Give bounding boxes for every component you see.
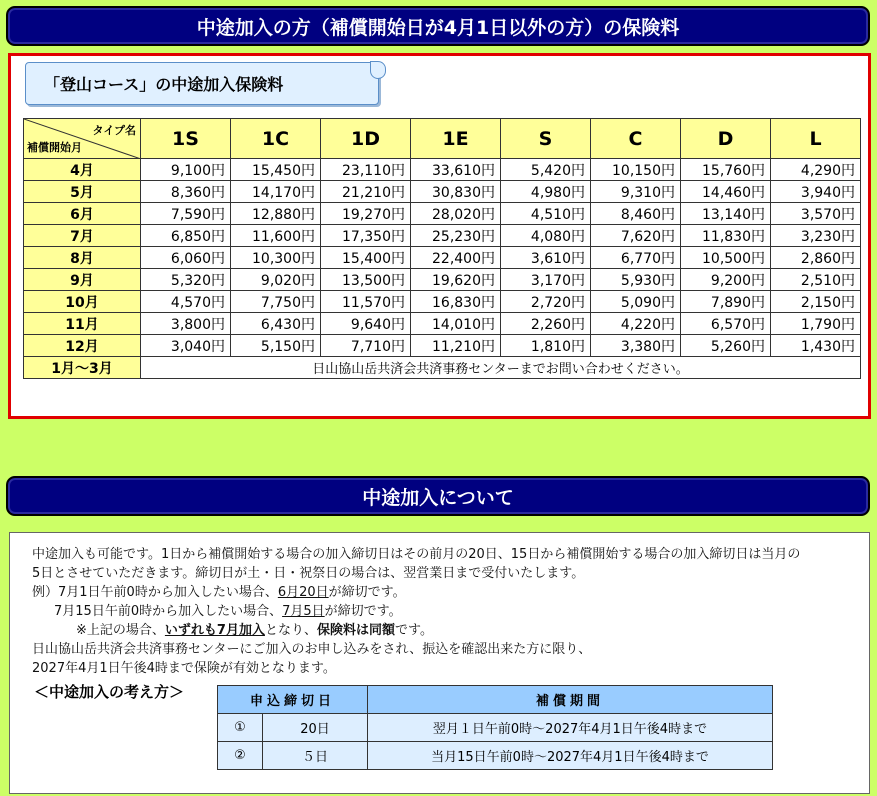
premium-cell: 9,200円 [681, 269, 771, 291]
premium-cell: 6,570円 [681, 313, 771, 335]
deadline-date: 6月20日 [277, 585, 329, 600]
premium-cell: 16,830円 [411, 291, 501, 313]
premium-cell: 19,270円 [321, 203, 411, 225]
page-title: 中途加入の方（補償開始日が4月1日以外の方）の保険料 [196, 16, 680, 39]
column-header: L [771, 119, 861, 159]
period-header: 補償期間 [368, 686, 773, 714]
premium-cell: 5,420円 [501, 159, 591, 181]
column-header: 1D [321, 119, 411, 159]
premium-cell: 3,040円 [141, 335, 231, 357]
premium-cell: 17,350円 [321, 225, 411, 247]
premium-cell: 15,400円 [321, 247, 411, 269]
example-line-1: 例）7月1日午前0時から加入したい場合、6月20日が締切です。 [32, 585, 406, 600]
table-row [24, 335, 861, 357]
example-line-2: 7月15日午前0時から加入したい場合、7月5日が締切です。 [54, 604, 402, 619]
premium-cell: 11,600円 [231, 225, 321, 247]
premium-cell: 4,510円 [501, 203, 591, 225]
info-panel [9, 532, 870, 794]
premium-cell: 30,830円 [411, 181, 501, 203]
premium-cell: 3,170円 [501, 269, 591, 291]
premium-cell: 15,450円 [231, 159, 321, 181]
month-cell: 12月 [24, 335, 141, 357]
table-row [24, 159, 861, 181]
premium-cell: 7,620円 [591, 225, 681, 247]
deadline-table [217, 685, 773, 770]
scroll-curl-decoration [370, 61, 386, 79]
premium-cell: 5,150円 [231, 335, 321, 357]
premium-cell: 8,460円 [591, 203, 681, 225]
premium-cell: 14,170円 [231, 181, 321, 203]
premium-table [23, 118, 861, 379]
premium-cell: 28,020円 [411, 203, 501, 225]
period-cell: 翌月１日午前0時～2027年4月1日午後4時まで [368, 714, 773, 742]
premium-cell: 3,230円 [771, 225, 861, 247]
premium-cell: 33,610円 [411, 159, 501, 181]
table-row [24, 181, 861, 203]
premium-cell: 5,930円 [591, 269, 681, 291]
month-cell: 5月 [24, 181, 141, 203]
premium-cell: 7,890円 [681, 291, 771, 313]
premium-cell: 9,310円 [591, 181, 681, 203]
premium-cell: 6,430円 [231, 313, 321, 335]
premium-cell: 1,430円 [771, 335, 861, 357]
table-row [24, 203, 861, 225]
row-number: ② [218, 742, 263, 770]
premium-cell: 7,710円 [321, 335, 411, 357]
table-row [218, 714, 773, 742]
info-text-line: 5日とさせていただきます。締切日が土・日・祝祭日の場合は、翌営業日まで受付いたします。 [32, 566, 585, 581]
premium-cell: 14,010円 [411, 313, 501, 335]
month-cell: 4月 [24, 159, 141, 181]
premium-cell: 19,620円 [411, 269, 501, 291]
month-cell: 9月 [24, 269, 141, 291]
premium-cell: 13,140円 [681, 203, 771, 225]
inquiry-note-cell: 日山協山岳共済会共済事務センターまでお問い合わせください。 [141, 357, 861, 379]
premium-cell: 4,980円 [501, 181, 591, 203]
premium-cell: 15,760円 [681, 159, 771, 181]
info-text-line: 中途加入も可能です。1日から補償開始する場合の加入締切日はその前月の20日、15日から補償開始する場合の加入締切日は当月の [32, 547, 801, 562]
table-corner-header [24, 119, 141, 159]
premium-cell: 10,500円 [681, 247, 771, 269]
premium-cell: 7,750円 [231, 291, 321, 313]
start-month-label: 補償開始月 [27, 141, 82, 154]
course-title-scroll [25, 62, 379, 105]
premium-cell: 2,150円 [771, 291, 861, 313]
table-row [24, 225, 861, 247]
section-title: 中途加入について [362, 486, 514, 509]
column-header: 1C [231, 119, 321, 159]
premium-cell: 4,220円 [591, 313, 681, 335]
premium-cell: 21,210円 [321, 181, 411, 203]
premium-cell: 9,020円 [231, 269, 321, 291]
premium-cell: 6,850円 [141, 225, 231, 247]
premium-cell: 9,640円 [321, 313, 411, 335]
note-emphasis: 保険料は同額 [316, 623, 395, 638]
info-text-line: 2027年4月1日午後4時まで保険が有効となります。 [32, 661, 336, 676]
premium-cell: 12,880円 [231, 203, 321, 225]
premium-cell: 1,790円 [771, 313, 861, 335]
column-header: 1S [141, 119, 231, 159]
table-row [24, 313, 861, 335]
premium-cell: 5,320円 [141, 269, 231, 291]
premium-cell: 6,770円 [591, 247, 681, 269]
deadline-date: 7月5日 [282, 604, 325, 619]
month-cell: 10月 [24, 291, 141, 313]
premium-cell: 3,570円 [771, 203, 861, 225]
premium-cell: 2,860円 [771, 247, 861, 269]
premium-cell: 5,260円 [681, 335, 771, 357]
deadline-cell: ５日 [263, 742, 368, 770]
premium-cell: 5,090円 [591, 291, 681, 313]
premium-cell: 25,230円 [411, 225, 501, 247]
section-title-banner [6, 476, 870, 516]
table-row [24, 269, 861, 291]
note-line: ※上記の場合、いずれも7月加入となり、保険料は同額です。 [76, 623, 433, 638]
month-cell: 8月 [24, 247, 141, 269]
premium-cell: 23,110円 [321, 159, 411, 181]
premium-cell: 2,720円 [501, 291, 591, 313]
premium-cell: 3,940円 [771, 181, 861, 203]
note-emphasis: いずれも7月加入 [164, 623, 265, 638]
premium-cell: 22,400円 [411, 247, 501, 269]
deadline-cell: 20日 [263, 714, 368, 742]
table-row [24, 291, 861, 313]
premium-cell: 3,800円 [141, 313, 231, 335]
type-name-label: タイプ名 [92, 124, 136, 137]
premium-cell: 10,300円 [231, 247, 321, 269]
premium-cell: 2,260円 [501, 313, 591, 335]
period-cell: 当月15日午前0時～2027年4月1日午後4時まで [368, 742, 773, 770]
premium-cell: 1,810円 [501, 335, 591, 357]
premium-cell: 2,510円 [771, 269, 861, 291]
premium-cell: 7,590円 [141, 203, 231, 225]
table-row [24, 357, 861, 379]
premium-cell: 3,380円 [591, 335, 681, 357]
premium-cell: 3,610円 [501, 247, 591, 269]
premium-cell: 10,150円 [591, 159, 681, 181]
premium-cell: 4,570円 [141, 291, 231, 313]
premium-cell: 4,290円 [771, 159, 861, 181]
premium-cell: 13,500円 [321, 269, 411, 291]
premium-cell: 11,210円 [411, 335, 501, 357]
premium-cell: 11,830円 [681, 225, 771, 247]
column-header: C [591, 119, 681, 159]
course-title: 「登山コース」の中途加入保険料 [44, 75, 284, 94]
table-row [218, 742, 773, 770]
premium-cell: 8,360円 [141, 181, 231, 203]
month-cell: 1月～3月 [24, 357, 141, 379]
concept-heading: ＜中途加入の考え方＞ [34, 683, 185, 701]
premium-cell: 9,100円 [141, 159, 231, 181]
deadline-header: 申込締切日 [218, 686, 368, 714]
month-cell: 11月 [24, 313, 141, 335]
premium-cell: 4,080円 [501, 225, 591, 247]
info-text-line: 日山協山岳共済会共済事務センターにご加入のお申し込みをされ、振込を確認出来た方に限り、 [32, 642, 592, 657]
month-cell: 7月 [24, 225, 141, 247]
premium-cell: 6,060円 [141, 247, 231, 269]
column-header: 1E [411, 119, 501, 159]
premium-cell: 14,460円 [681, 181, 771, 203]
month-cell: 6月 [24, 203, 141, 225]
column-header: D [681, 119, 771, 159]
page-title-banner [6, 6, 870, 46]
premium-cell: 11,570円 [321, 291, 411, 313]
column-header: S [501, 119, 591, 159]
rate-panel [8, 53, 871, 419]
table-row [24, 247, 861, 269]
row-number: ① [218, 714, 263, 742]
